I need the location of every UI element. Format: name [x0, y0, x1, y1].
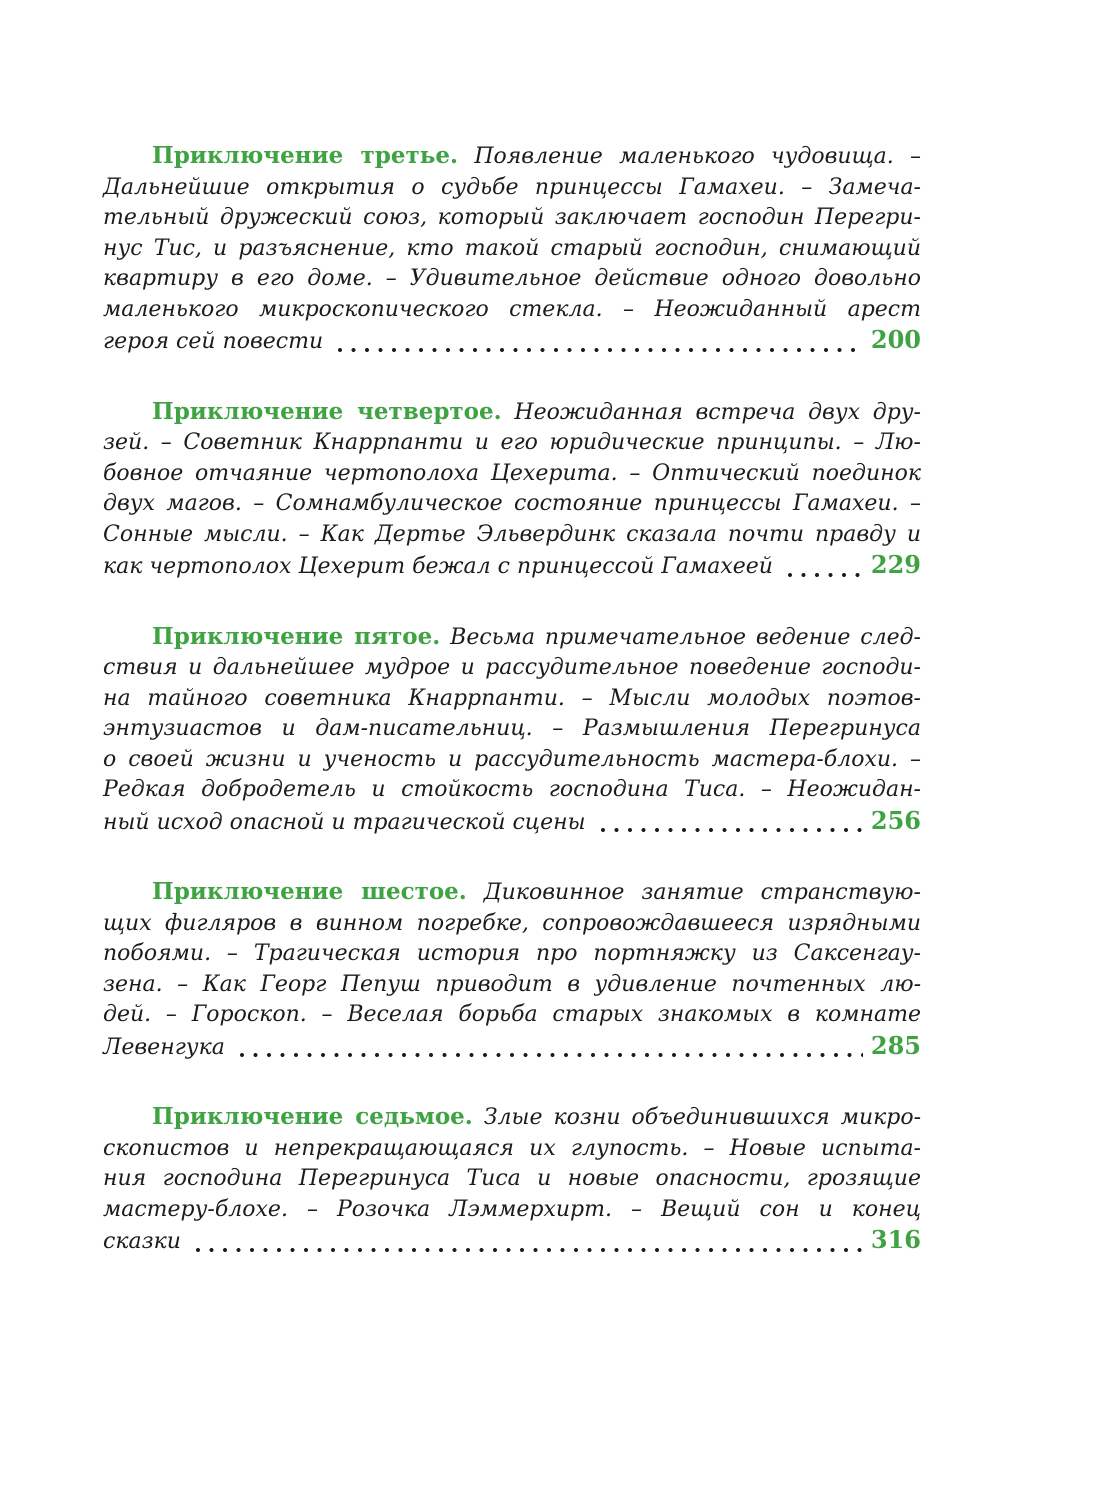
- chapter-description-line: маленького микроскопического стекла. – Неожиданный арест: [103, 296, 921, 322]
- page-number: 285: [870, 1030, 921, 1060]
- chapter-title: Приключение седьмое.: [152, 1103, 473, 1130]
- toc-entry-first-line: [103, 1102, 921, 1134]
- dot-leader: [596, 806, 863, 839]
- toc-entry-first-line: [103, 397, 921, 429]
- chapter-description-line: зей. – Советник Кнаррпанти и его юридические принципы. – Лю-: [103, 430, 921, 455]
- chapter-title: Приключение третье.: [152, 142, 459, 169]
- chapter-description-end: Левенгука: [103, 1034, 225, 1060]
- chapter-description-line: энтузиастов и дам-писательниц. – Размышления Перегринуса: [103, 716, 921, 741]
- chapter-description-end: ный исход опасной и трагической сцены: [103, 809, 586, 835]
- chapter-description-line: квартиру в его доме. – Удивительное действие одного довольно: [103, 266, 921, 291]
- chapter-description-start: Неожиданная встреча двух дру-: [514, 399, 921, 425]
- chapter-description-line: бовное отчаяние чертополоха Цехерита. – Оптический поединок: [103, 460, 921, 486]
- chapter-description-end: как чертополох Цехерит бежал с принцессой Гамахеей: [103, 554, 773, 579]
- toc-entry-first-line: [103, 622, 921, 654]
- toc-entry-last-line: [103, 806, 921, 839]
- page-number: 256: [870, 805, 921, 835]
- toc-entry-last-line: [103, 1225, 921, 1258]
- toc-entry: [103, 1102, 921, 1258]
- chapter-description-line: зена. – Как Георг Пепуш приводит в удивление почтенных лю-: [103, 971, 921, 997]
- toc-entry: [103, 397, 921, 583]
- chapter-description-line: ствия и дальнейшее мудрое и рассудительное поведение господи-: [103, 655, 921, 680]
- chapter-title: Приключение четвертое.: [152, 397, 502, 425]
- toc-sections: [103, 141, 921, 1258]
- chapter-description-line: тельный дружеский союз, который заключает господин Перегри-: [103, 205, 921, 230]
- chapter-description-start: Появление маленького чудовища. –: [474, 144, 921, 169]
- chapter-description-line: скопистов и непрекращающаяся их глупость. – Новые испыта-: [103, 1135, 921, 1161]
- chapter-description-line: дей. – Гороскоп. – Веселая борьба старых знакомых в комнате: [103, 1002, 921, 1027]
- chapter-description-line: на тайного советника Кнаррпанти. – Мысли молодых поэтов-: [103, 685, 921, 711]
- chapter-description-start: Диковинное занятие странствую-: [483, 880, 921, 905]
- toc-entry-last-line: [103, 325, 921, 358]
- chapter-description-line: двух магов. – Сомнамбулическое состояние принцессы Гамахеи. –: [103, 491, 921, 516]
- chapter-description-line: о своей жизни и ученость и рассудительность мастера-блохи. –: [103, 746, 921, 772]
- page-number: 229: [870, 550, 921, 579]
- dot-leader: [333, 325, 863, 358]
- chapter-description-end: сказки: [103, 1229, 181, 1254]
- chapter-description-end: героя сей повести: [103, 329, 324, 354]
- chapter-description-line: мастеру-блохе. – Розочка Лэммерхирт. – Вещий сон и конец: [103, 1196, 921, 1222]
- dot-leader: [191, 1225, 863, 1258]
- dot-leader: [235, 1031, 863, 1064]
- toc-entry-first-line: [103, 141, 921, 173]
- chapter-description-line: Сонные мысли. – Как Дертье Эльвердинк сказала почти правду и: [103, 521, 921, 547]
- toc-entry: [103, 622, 921, 839]
- chapter-description-line: нус Тис, и разъяснение, кто такой старый господин, снимающий: [103, 235, 921, 261]
- toc-entry: [103, 877, 921, 1063]
- toc-entry-first-line: [103, 877, 921, 909]
- page-number: 316: [870, 1225, 921, 1254]
- toc-entry: [103, 141, 921, 358]
- chapter-description-start: Злые козни объединившихся микро-: [483, 1105, 922, 1130]
- toc-entry-last-line: [103, 550, 921, 583]
- toc-entry-last-line: [103, 1031, 921, 1064]
- chapter-title: Приключение пятое.: [152, 622, 441, 650]
- chapter-description-line: Дальнейшие открытия о судьбе принцессы Гамахеи. – Замеча-: [103, 174, 921, 200]
- chapter-description-line: ния господина Перегринуса Тиса и новые опасности, грозящие: [103, 1166, 921, 1191]
- chapter-description-line: Редкая добродетель и стойкость господина Тиса. – Неожидан-: [103, 777, 921, 802]
- page-number: 200: [870, 325, 921, 354]
- chapter-title: Приключение шестое.: [152, 878, 467, 905]
- chapter-description-start: Весьма примечательное ведение след-: [450, 624, 921, 650]
- dot-leader: [783, 550, 863, 583]
- toc-page: [103, 141, 921, 1297]
- chapter-description-line: щих фигляров в винном погребке, сопровождавшееся изрядными: [103, 910, 921, 936]
- chapter-description-line: побоями. – Трагическая история про портняжку из Саксенгау-: [103, 941, 921, 966]
